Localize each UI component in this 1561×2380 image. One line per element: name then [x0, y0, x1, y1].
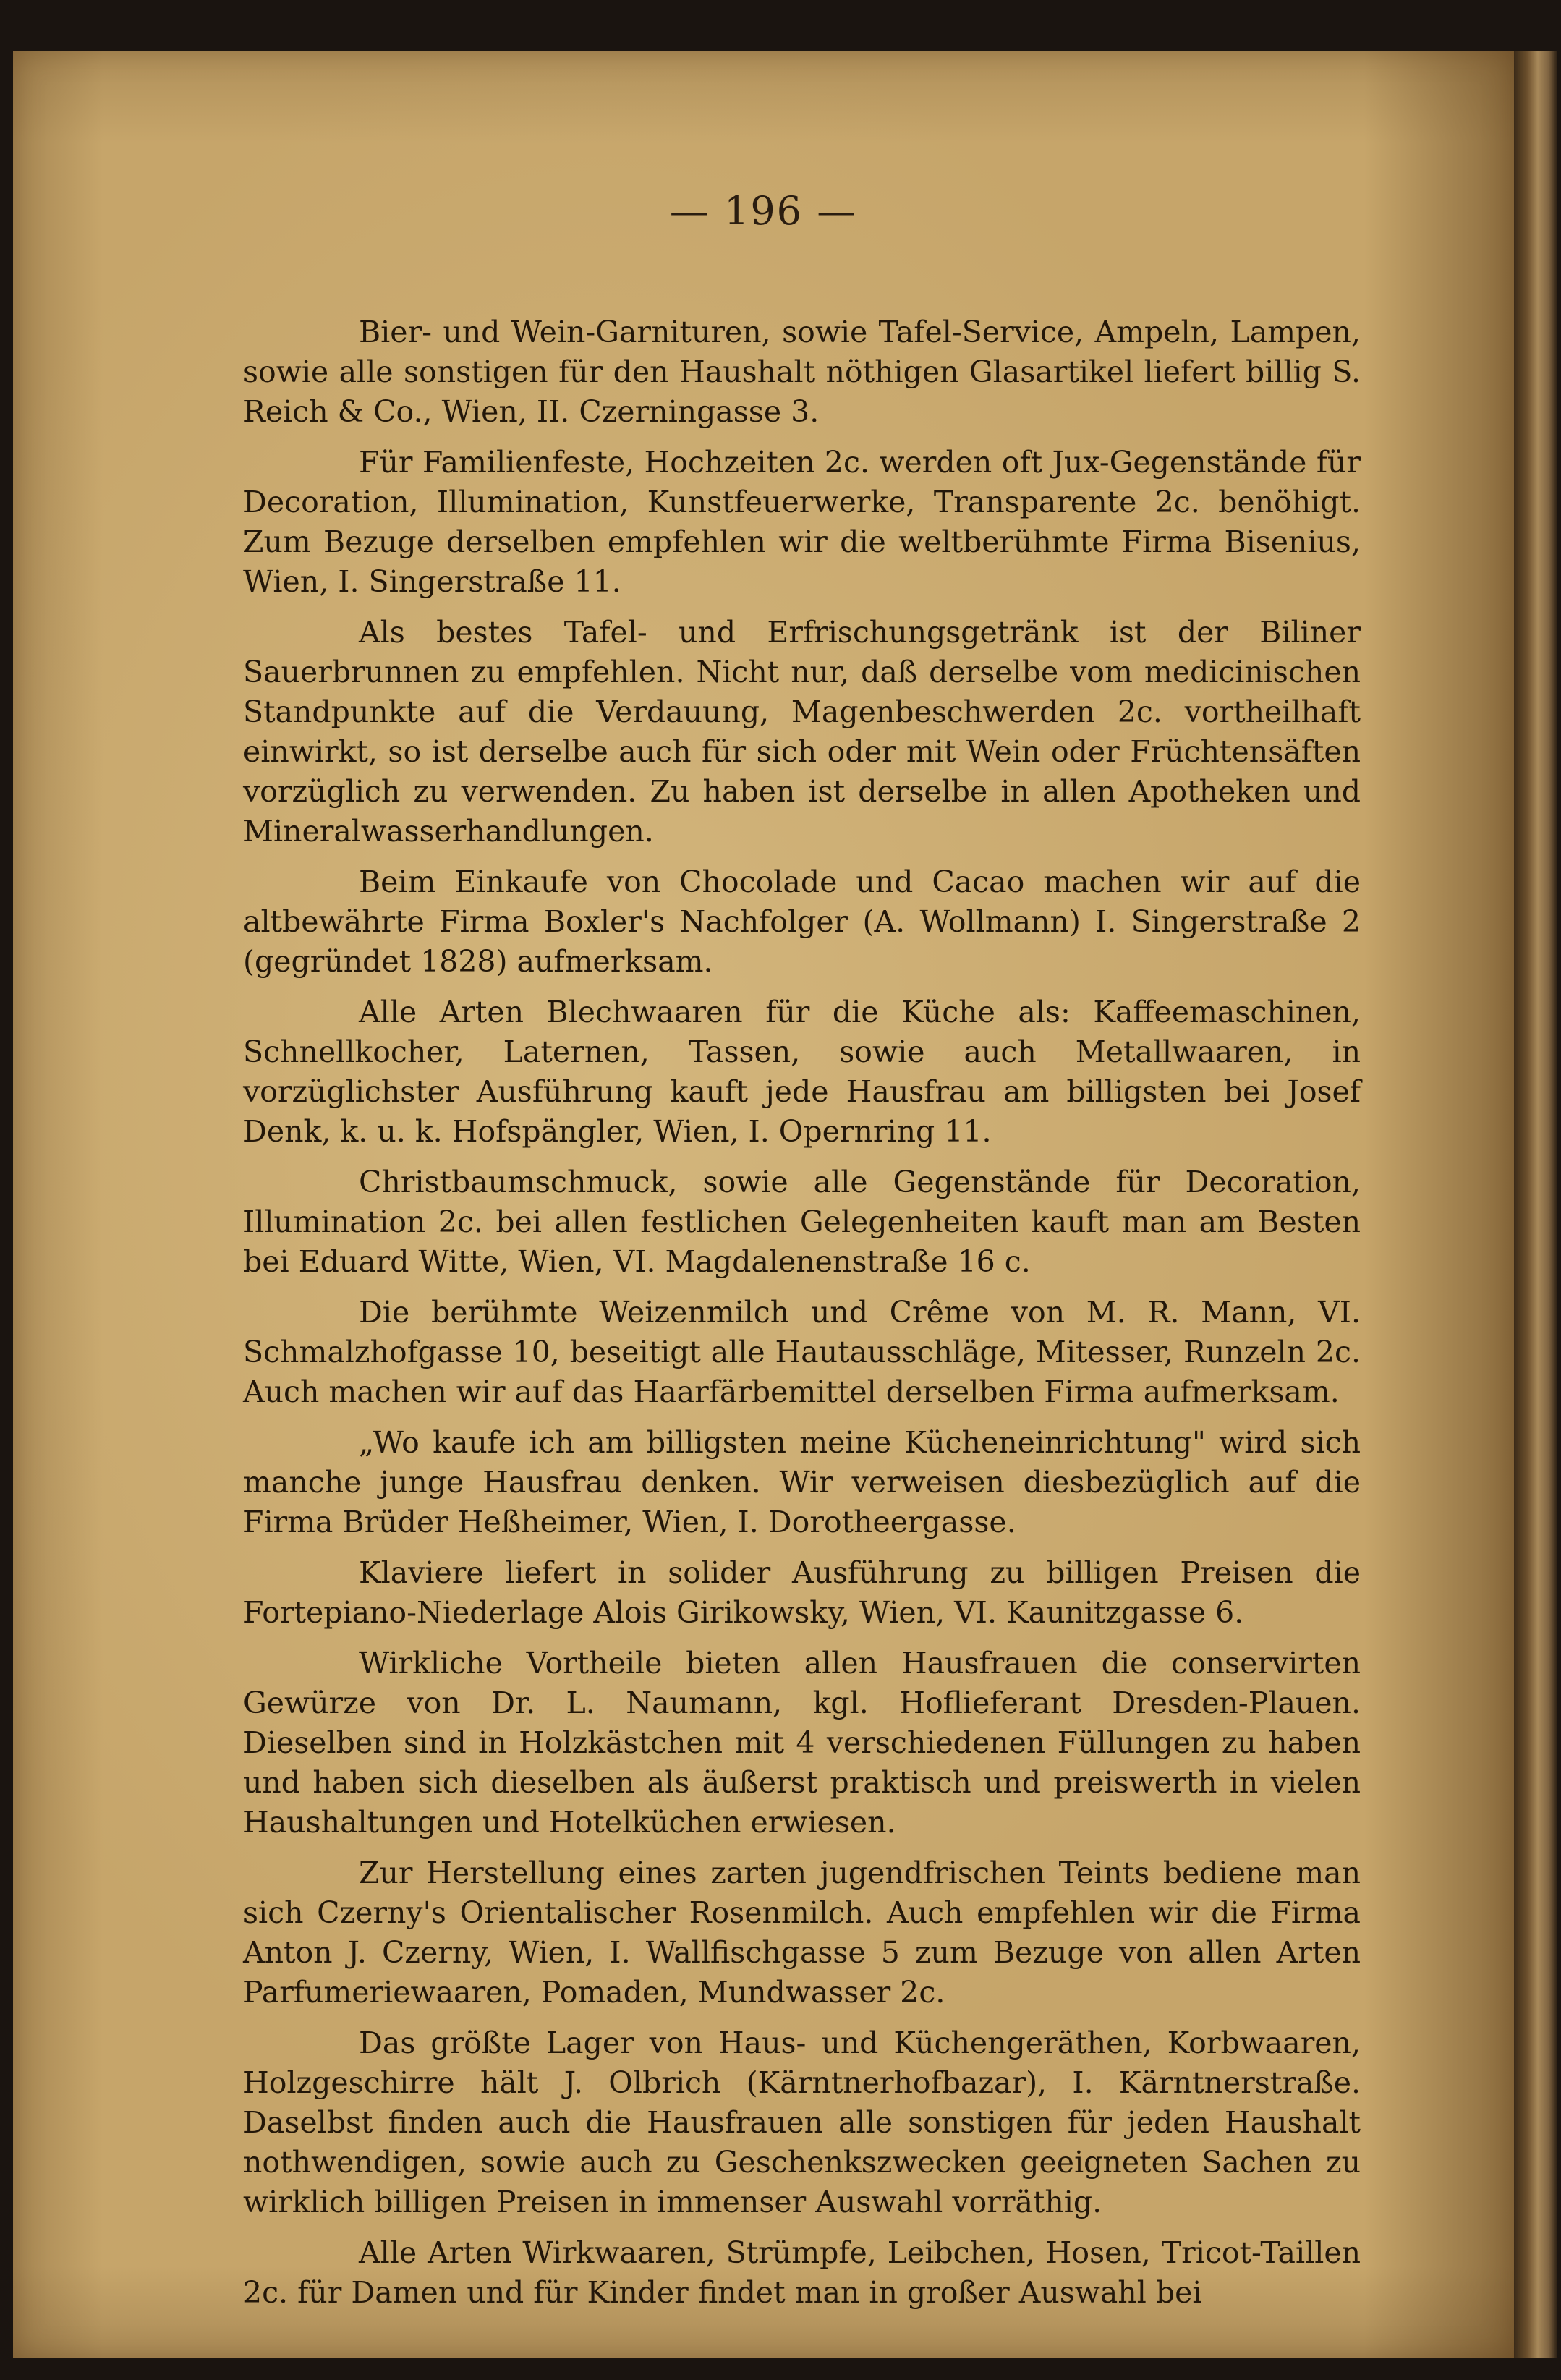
paragraph-pianos: Klaviere liefert in solider Ausführung zu billigen Preisen die Fortepiano-Niederlage Alois Girikowsky, Wien, VI. Kaunitzgasse 6. — [243, 1555, 1361, 1630]
paragraph-household-goods: Das größte Lager von Haus- und Küchengeräthen, Korbwaaren, Holzgeschirre hält J. Olbrich (Kärntnerhofbazar), I. Kärntnerstraße. Daselbst finden auch die Hausfrauen alle sonstigen für jeden Haushalt nothwendigen, sowie auch zu Geschenkszwecken geeigneten Sachen zu wirklich billigen Preisen in immenser Auswahl vorräthig. — [243, 2026, 1361, 2219]
paragraph-wheat-milk-creme: Die berühmte Weizenmilch und Crême von M. R. Mann, VI. Schmalzhofgasse 10, beseitigt alle Hautausschläge, Mitesser, Runzeln 2c. Auch machen wir auf das Haarfärbemittel derselben Firma aufmerksam. — [243, 1295, 1361, 1409]
paragraph-tinware: Alle Arten Blechwaaren für die Küche als: Kaffeemaschinen, Schnellkocher, Laternen, Tassen, sowie auch Metallwaaren, in vorzüglichster Ausführung kauft jede Hausfrau am billigsten bei Josef Denk, k. u. k. Hofspängler, Wien, I. Opernring 11. — [243, 995, 1361, 1149]
paragraph-preserved-spices: Wirkliche Vortheile bieten allen Hausfrauen die conservirten Gewürze von Dr. L. Naumann, kgl. Hoflieferant Dresden-Plauen. Dieselben sind in Holzkästchen mit 4 verschiedenen Füllungen zu haben und haben sich dieselben als äußerst praktisch und preiswerth in vielen Haushaltungen und Hotelküchen erwiesen. — [243, 1646, 1361, 1840]
paragraph-biliner-water: Als bestes Tafel- und Erfrischungsgetränk ist der Biliner Sauerbrunnen zu empfehlen. Nicht nur, daß derselbe vom medicinischen Standpunkte auf die Verdauung, Magenbeschwerden 2c. vortheilhaft einwirkt, so ist derselbe auch für sich oder mit Wein oder Früchtensäften vorzüglich zu verwenden. Zu haben ist derselbe in allen Apotheken und Mineralwasserhandlungen. — [243, 615, 1361, 849]
paragraph-knitwear: Alle Arten Wirkwaaren, Strümpfe, Leibchen, Hosen, Tricot-Taillen 2c. für Damen und für Kinder findet man in großer Auswahl bei — [243, 2235, 1361, 2310]
advertisement-text-block — [243, 313, 1361, 2324]
paragraph-chocolate-cacao: Beim Einkaufe von Chocolade und Cacao machen wir auf die altbewährte Firma Boxler's Nachfolger (A. Wollmann) I. Singerstraße 2 (gegründet 1828) aufmerksam. — [243, 864, 1361, 979]
page-number: — 196 — — [669, 188, 858, 234]
page-edge — [1514, 51, 1557, 2358]
paragraph-rose-milk: Zur Herstellung eines zarten jugendfrischen Teints bediene man sich Czerny's Orientalischer Rosenmilch. Auch empfehlen wir die Firma Anton J. Czerny, Wien, I. Wallfischgasse 5 zum Bezuge von allen Arten Parfumeriewaaren, Pomaden, Mundwasser 2c. — [243, 1856, 1361, 2010]
paragraph-kitchen-furnishing: „Wo kaufe ich am billigsten meine Kücheneinrichtung" wird sich manche junge Hausfrau denken. Wir verweisen diesbezüglich auf die Firma Brüder Heßheimer, Wien, I. Dorotheergasse. — [243, 1425, 1361, 1539]
paragraph-family-festivities: Für Familienfeste, Hochzeiten 2c. werden oft Jux-Gegenstände für Decoration, Illumination, Kunstfeuerwerke, Transparente 2c. benöhigt. Zum Bezuge derselben empfehlen wir die weltberühmte Firma Bisenius, Wien, I. Singerstraße 11. — [243, 445, 1361, 599]
book-page — [13, 51, 1514, 2358]
paragraph-glass-articles: Bier- und Wein-Garnituren, sowie Tafel-Service, Ampeln, Lampen, sowie alle sonstigen für den Haushalt nöthigen Glasartikel liefert billig S. Reich & Co., Wien, II. Czerningasse 3. — [243, 315, 1361, 429]
paragraph-christmas-decorations: Christbaumschmuck, sowie alle Gegenstände für Decoration, Illumination 2c. bei allen festlichen Gelegenheiten kauft man am Besten bei Eduard Witte, Wien, VI. Magdalenenstraße 16 c. — [243, 1165, 1361, 1279]
